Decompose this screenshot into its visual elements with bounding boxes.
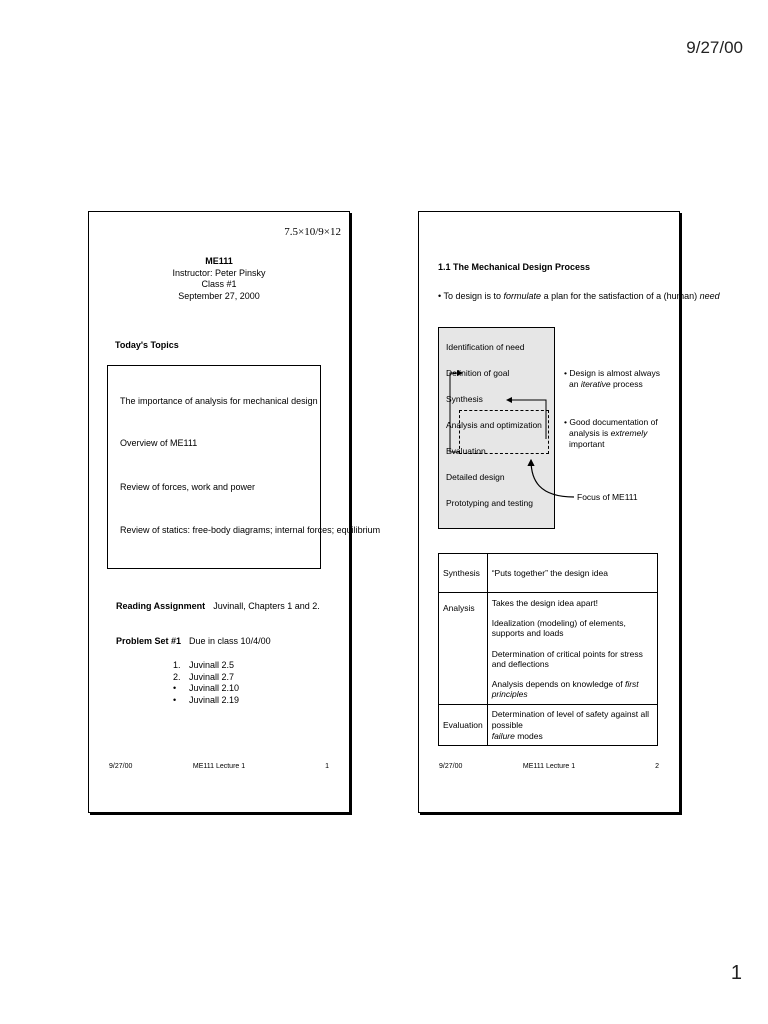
list-item [173, 683, 239, 695]
table-desc [487, 705, 657, 746]
evaluation-line [492, 731, 653, 742]
page-header-date: 9/27/00 [686, 38, 743, 57]
list-text: Juvinall 2.10 [189, 683, 240, 694]
focus-arrow [531, 460, 574, 497]
footer-slide-number: 1 [325, 763, 329, 770]
slide-1 [88, 211, 381, 813]
evaluation-text: Determination of level of safety against all possible [491, 709, 650, 730]
bullet-emphasis: formulate [503, 291, 542, 301]
lecture-date: September 27, 2000 [178, 291, 260, 302]
topic-item: Review of statics: free-body diagrams; internal forces; equilibrium [120, 525, 381, 535]
side-emphasis: extremely [610, 428, 648, 439]
bullet-text: • To design is to [438, 291, 504, 301]
list-marker: • [173, 683, 177, 694]
footer-date: 9/27/00 [109, 763, 133, 770]
instructor: Instructor: Peter Pinsky [172, 267, 266, 278]
feedback-arrow-right [507, 400, 546, 439]
footer-slide-number: 2 [655, 763, 659, 770]
topic-item: The importance of analysis for mechanical design [120, 396, 318, 406]
table-term: Evaluation [439, 705, 488, 746]
side-text: important [569, 439, 605, 450]
slide-footer [109, 763, 329, 775]
topics-box [107, 365, 381, 569]
analysis-line [488, 674, 657, 704]
synthesis-analysis-table [438, 553, 658, 746]
list-item [173, 695, 239, 707]
side-bullet-documentation [564, 417, 658, 450]
process-step: Evaluation [446, 446, 486, 456]
page-number: 1 [730, 962, 742, 984]
analysis-text: Analysis depends on knowledge of [491, 678, 625, 689]
table-term: Synthesis [439, 554, 488, 593]
list-item [173, 660, 239, 672]
process-step: Analysis and optimization [446, 420, 542, 430]
process-step: Synthesis [446, 394, 483, 404]
section-heading: 1.1 The Mechanical Design Process [438, 262, 591, 272]
process-step: Detailed design [446, 472, 505, 482]
reading-text: Juvinall, Chapters 1 and 2. [213, 601, 320, 611]
problem-set [116, 636, 271, 647]
bullet-text: a plan for the satisfaction of a (human) [541, 291, 700, 301]
list-text: Juvinall 2.19 [189, 695, 240, 706]
footer-date: 9/27/00 [439, 763, 463, 770]
table-term: Analysis [439, 593, 488, 705]
list-marker: 2. [173, 671, 181, 682]
slide-title-block [89, 256, 349, 303]
class-number: Class #1 [201, 279, 237, 290]
side-text: analysis is [569, 428, 611, 439]
feedback-arrow-left [450, 373, 462, 452]
bullet-emphasis: need [699, 291, 720, 301]
footer-course: ME111 Lecture 1 [522, 763, 576, 770]
analysis-emphasis: first principles [491, 678, 639, 700]
analysis-line: Idealization (modeling) of elements, supports and loads [491, 618, 626, 639]
process-step: Definition of goal [446, 368, 510, 378]
side-line [564, 379, 660, 390]
table-row [439, 705, 658, 746]
side-text: • Design is almost always [564, 368, 661, 378]
evaluation-emphasis: failure [491, 730, 515, 741]
reading-assignment [116, 601, 320, 612]
table-desc: “Puts together” the design idea [487, 554, 657, 593]
focus-label: Focus of ME111 [577, 492, 638, 502]
table-desc [487, 593, 657, 705]
analysis-line: Determination of critical points for stress and deflections [491, 648, 643, 669]
reading-label: Reading Assignment [116, 601, 206, 611]
list-marker: • [173, 695, 177, 706]
side-bullet-iterative [564, 368, 660, 390]
process-step: Prototyping and testing [446, 498, 533, 508]
list-item [173, 672, 239, 684]
topic-item: Review of forces, work and power [120, 482, 256, 492]
table-row [439, 593, 658, 705]
side-text: process [610, 379, 643, 390]
table-row [439, 554, 658, 593]
process-step: Identification of need [446, 342, 525, 352]
pset-list [173, 660, 239, 707]
side-text: an [569, 379, 581, 390]
side-line [564, 428, 658, 439]
topics-heading: Today's Topics [115, 340, 179, 350]
slide-2 [418, 211, 720, 813]
course-title: ME111 [205, 256, 233, 266]
topic-item: Overview of ME111 [120, 438, 198, 448]
side-emphasis: iterative [580, 379, 611, 390]
slide-footer [439, 763, 659, 775]
pset-label: Problem Set #1 [116, 636, 182, 646]
pset-text: Due in class 10/4/00 [189, 636, 271, 646]
evaluation-text: modes [514, 730, 543, 741]
list-marker: 1. [173, 660, 181, 670]
side-text: • Good documentation of [564, 417, 658, 427]
analysis-line: Takes the design idea apart! [491, 598, 599, 608]
list-text: Juvinall 2.5 [189, 660, 235, 670]
footer-course: ME111 Lecture 1 [192, 763, 246, 770]
list-text: Juvinall 2.7 [189, 671, 235, 682]
slide-ratio: 7.5×10/9×12 [284, 226, 341, 238]
